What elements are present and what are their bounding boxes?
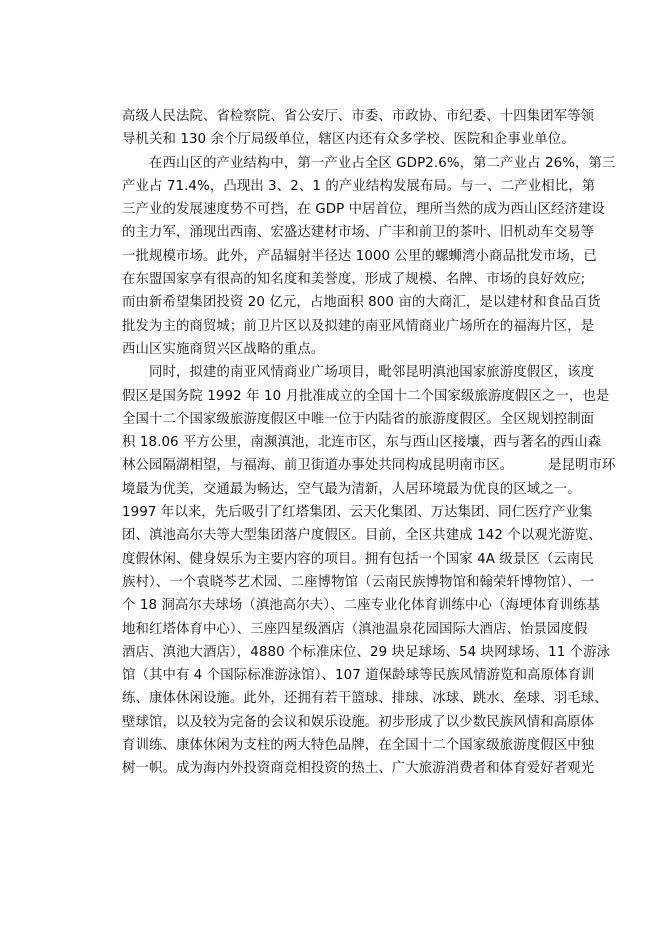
text-line: 同时，拟建的南亚风情商业广场项目，毗邻昆明滇池国家旅游度假区，该度 — [149, 365, 595, 381]
text-line: 境最为优美，交通最为畅达，空气最为清新，人居环境最为优良的区域之一。 — [122, 481, 581, 497]
text-line: 树一帜。成为海内外投资商竞相投资的热土、广大旅游消费者和体育爱好者观光 — [122, 761, 595, 777]
text-line: 而由新希望集团投资 20 亿元，占地面积 800 亩的大商汇，是以建材和食品百货 — [122, 295, 601, 311]
text-line: 馆（其中有 4 个国际标准游泳馆）、107 道保龄球等民族风情游览和高原体育训 — [122, 668, 595, 684]
text-line: 产业占 71.4%，凸现出 3、2、1 的产业结构发展布局。与一、二产业相比，第 — [122, 178, 596, 194]
text-line: 个 18 洞高尔夫球场（滇池高尔夫）、二座专业化体育训练中心（海埂体育训练基 — [122, 598, 600, 614]
text-line: 三产业的发展速度势不可挡，在 GDP 中居首位，理所当然的成为西山区经济建设 — [122, 202, 605, 218]
text-line: 导机关和 130 余个厅局级单位，辖区内还有众多学校、医院和企事业单位。 — [122, 132, 575, 148]
text-line: 全国十二个国家级旅游度假区中唯一位于内陆省的旅游度假区。全区规划控制面 — [122, 411, 595, 427]
text-line: 度假休闲、健身娱乐为主要内容的项目。拥有包括一个国家 4A 级景区（云南民 — [122, 551, 594, 567]
text-line: 壁球馆，以及较为完备的会议和娱乐设施。初步形成了以少数民族风情和高原体 — [122, 714, 595, 730]
text-line: 在东盟国家享有很高的知名度和美誉度，形成了规模、名牌、市场的良好效应; — [122, 272, 586, 288]
text-line: 1997 年以来，先后吸引了红塔集团、云天化集团、万达集团、同仁医疗产业集 — [122, 505, 593, 521]
text-line: 团、滇池高尔夫等大型集团落户度假区。目前，全区共建成 142 个以观光游览、 — [122, 528, 602, 544]
paragraph-3 — [122, 361, 616, 780]
paragraph-1 — [122, 105, 595, 152]
text-line: 育训练、康体休闲为支柱的两大特色品牌，在全国十二个国家级旅游度假区中独 — [122, 738, 595, 754]
text-line: 酒店、滇池大酒店），4880 个标准床位、29 块足球场、54 块网球场、11 个游泳 — [122, 644, 611, 660]
text-line: 西山区实施商贸兴区战略的重点。 — [122, 341, 325, 357]
text-line: 一批规模市场。此外，产品辐射半径达 1000 公里的螺蛳湾小商品批发市场，已 — [122, 248, 597, 264]
text-line: 高级人民法院、省检察院、省公安厅、市委、市政协、市纪委、十四集团军等领 — [122, 109, 595, 124]
paragraph-2 — [122, 152, 616, 362]
text-line: 在西山区的产业结构中，第一产业占全区 GDP2.6%，第二产业占 26%，第三 — [149, 155, 616, 171]
text-line: 练、康体休闲设施。此外，还拥有若干篮球、排球、冰球、跳水、垒球、羽毛球、 — [122, 691, 608, 707]
text-line: 积 18.06 平方公里，南濒滇池，北连市区，东与西山区接壤，西与著名的西山森 — [122, 435, 602, 451]
text-line: 地和红塔体育中心）、三座四星级酒店（滇池温泉花园国际大酒店、怡景园度假 — [122, 621, 588, 637]
text-line: 族村）、一个袁晓芩艺术园、二座博物馆（云南民族博物馆和翰荣轩博物馆）、一 — [122, 574, 595, 590]
text-line: 批发为主的商贸城；前卫片区以及拟建的南亚风情商业广场所在的福海片区，是 — [122, 318, 595, 334]
text-line: 林公园隔湖相望，与福海、前卫街道办事处共同构成昆明南市区。 是昆明市环 — [122, 458, 616, 474]
text-line: 假区是国务院 1992 年 10 月批准成立的全国十二个国家级旅游度假区之一，也是 — [122, 388, 610, 404]
text-line: 的主力军，涌现出西南、宏盛达建材市场、广丰和前卫的茶叶、旧机动车交易等 — [122, 225, 595, 241]
